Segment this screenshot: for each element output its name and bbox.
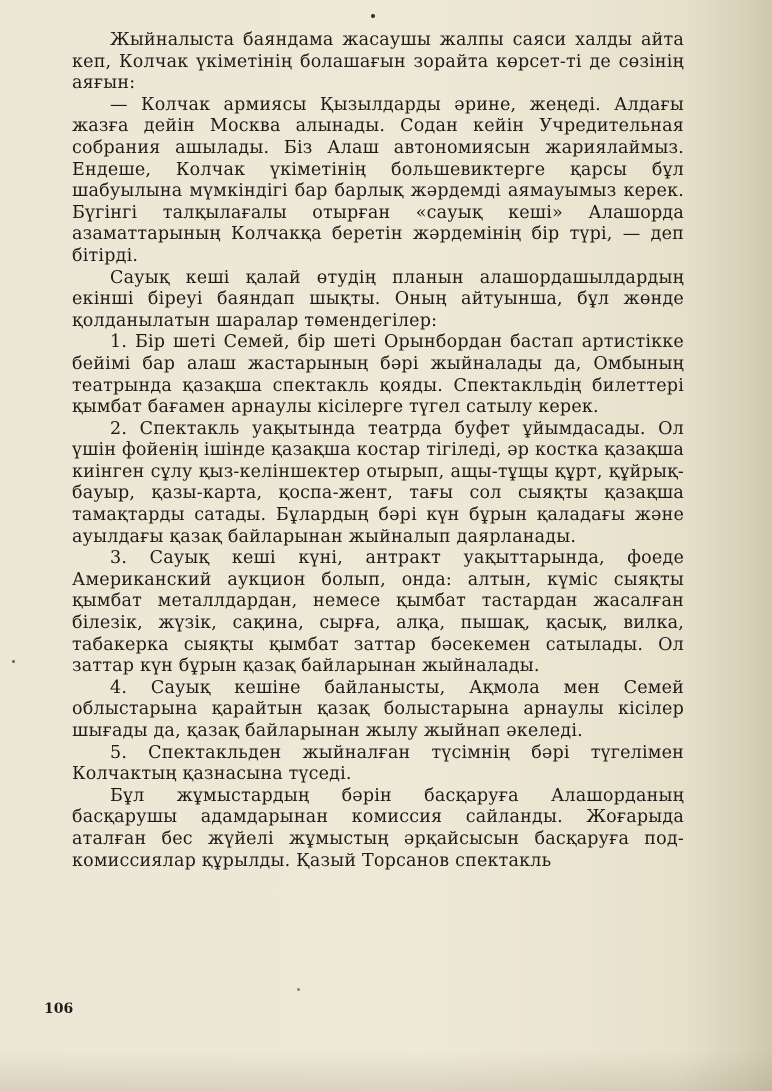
body-text — [72, 30, 684, 872]
paragraph: 5. Спектакльден жыйналған түсімнің бәрі түгелімен Колчактың қазнасына түседі. — [72, 742, 684, 785]
paragraph: 2. Спектакль уақытында театрда буфет ұйымдасады. Ол үшін фойенің ішінде қазақша костар тігіледі, әр костка қазақша киінген сұлу қыз-келіншектер отырып, ащы-тұщы құрт, құйрық-бауыр, қазы-карта, қоспа-жент, тағы сол сыяқты қазақша тамақтарды сатады. Бұлардың бәрі күн бұрын қаладағы және ауылдағы қазақ байларынан жыйналып даярланады. — [72, 418, 684, 547]
page-number: 106 — [44, 1001, 74, 1017]
paragraph: Сауық кеші қалай өтудің планын алашордашылдардың екінші біреуі баяндап шықты. Оның айтуынша, бұл жөнде қолданылатын шаралар төмендегілер: — [72, 267, 684, 331]
speck-mark — [12, 660, 15, 663]
speck-mark — [297, 988, 300, 991]
paragraph: 3. Сауық кеші күні, антракт уақыттарында, фоеде Американский аукцион болып, онда: алтын, күміс сыяқты қымбат металлдардан, немесе қымбат тастардан жасалған білезік, жүзік, сақина, сырға, алқа, пышақ, қасық, вилка, табакерка сыяқты қымбат заттар бәсекемен сатылады. Ол заттар күн бұрын қазақ байларынан жыйналады. — [72, 548, 684, 677]
paragraph: Бұл жұмыстардың бәрін басқаруға Алашорданың басқарушы адамдарынан комиссия сайланды. Жоғарыда аталған бес жүйелі жұмыстың әрқайсысын басқаруға под-комиссиялар құрылды. Қазый Торсанов спектакль — [72, 785, 684, 871]
paragraph: 1. Бір шеті Семей, бір шеті Орынбордан бастап артистікке бейімі бар алаш жастарының бәрі жыйналады да, Омбының театрында қазақша спектакль қояды. Спектакльдің билеттері қымбат бағамен арнаулы кісілерге түгел сатылу керек. — [72, 332, 684, 418]
speck-mark — [371, 14, 375, 18]
paragraph: Жыйналыста баяндама жасаушы жалпы саяси халды айта кеп, Колчак үкіметінің болашағын зорайта көрсет-ті де сөзінің аяғын: — [72, 30, 684, 94]
paragraph: 4. Сауық кешіне байланысты, Ақмола мен Семей облыстарына қарайтын қазақ болыстарына арнаулы кісілер шығады да, қазақ байларынан жылу жыйнап әкеледі. — [72, 677, 684, 741]
paragraph: — Колчак армиясы Қызылдарды әрине, жеңеді. Алдағы жазға дейін Москва алынады. Содан кейін Учредительная собрания ашылады. Біз Алаш автономиясын жариялаймыз. Ендеше, Колчак үкіметінің большевиктерге қарсы бұл шабуылына мүмкіндігі бар барлық жәрдемді аямауымыз керек. Бүгінгі талқылағалы отырған «сауық кеші» Алашорда азаматтарының Колчакқа беретін жәрдемінің бір түрі, — деп бітірді. — [72, 94, 684, 266]
